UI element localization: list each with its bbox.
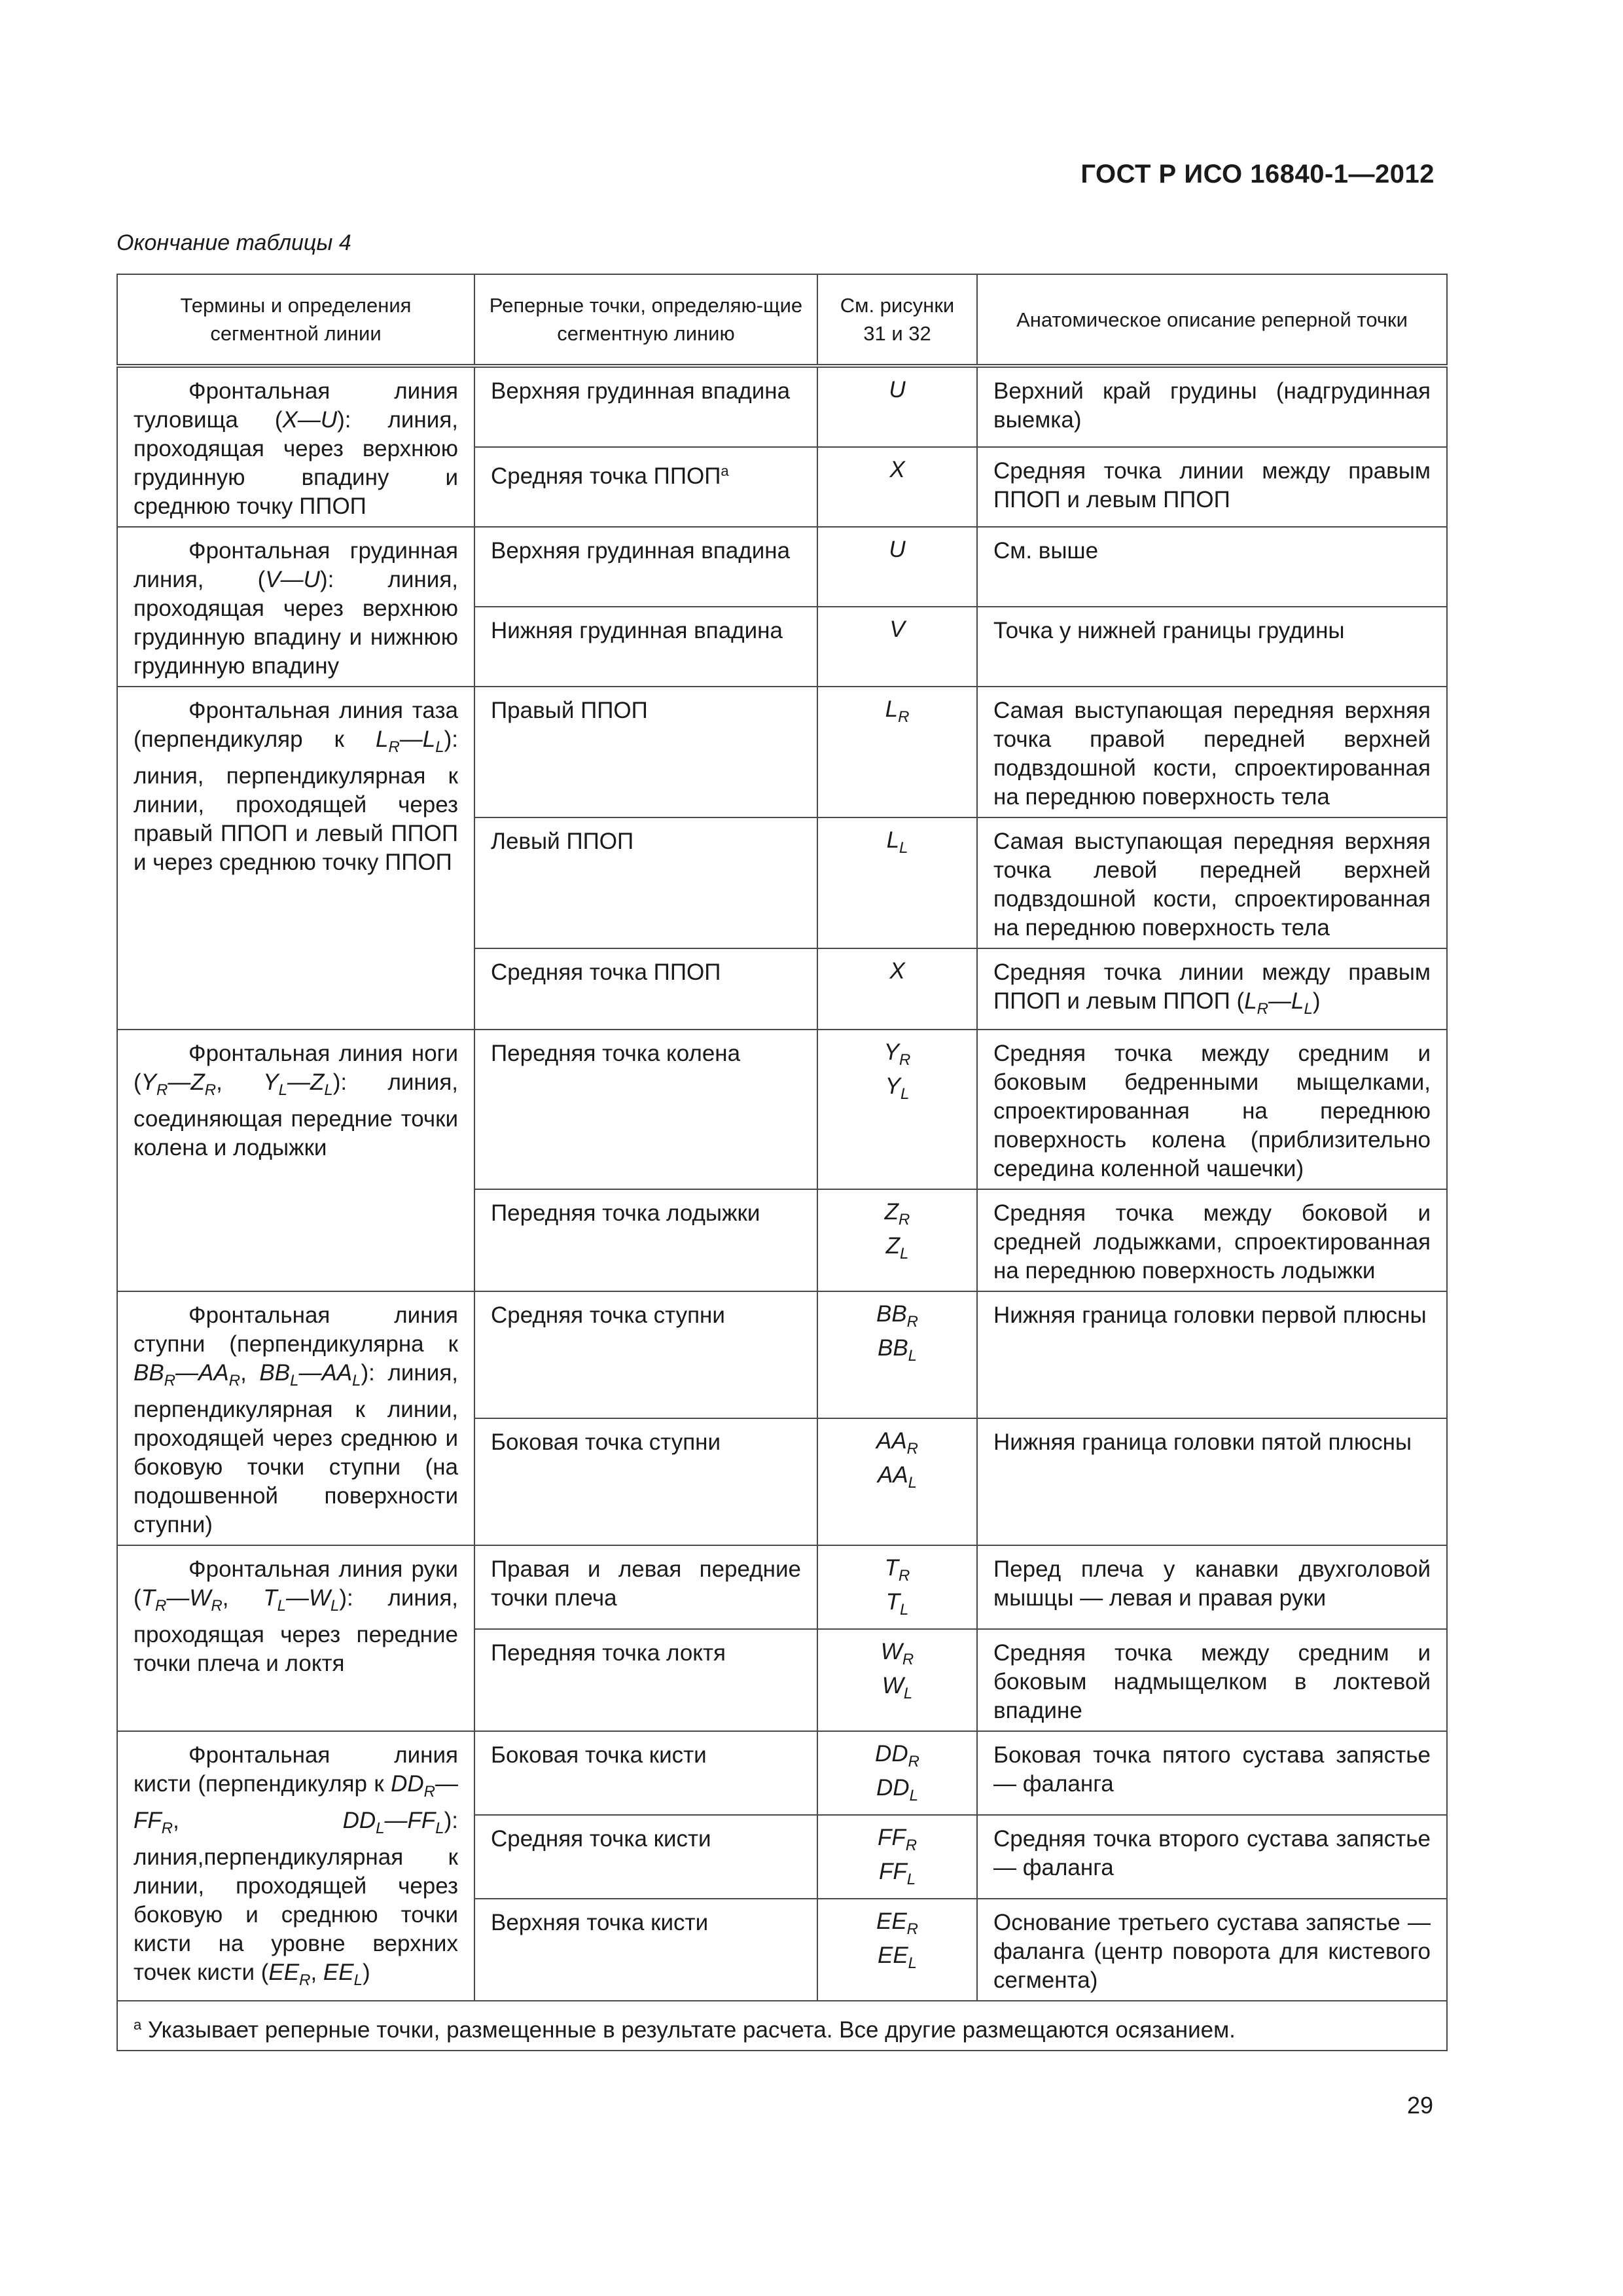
anatomical-description: Самая выступающая передняя верхняя точка правой передней верхней подвздошной кости, спроектированная на переднюю поверхность тела [977,687,1447,817]
reference-point: Боковая точка кисти [474,1731,817,1815]
anatomical-description: Основание третьего сустава запястье — фаланга (центр поворота для кистевого сегмента) [977,1899,1447,2001]
figure-symbol: X [817,948,977,1030]
footnote-ref-mark: a [721,463,729,480]
anatomical-description: Средняя точка между боковой и средней лодыжками, спроектированная на переднюю поверхность лодыжки [977,1189,1447,1291]
reference-point: Правая и левая передние точки плеча [474,1545,817,1629]
anatomical-description: См. выше [977,527,1447,607]
term-definition: Фронтальная линия туловища (X—U): линия, проходящая через верхнюю грудинную впадину и среднюю точку ППОП [117,366,474,527]
figure-symbol: $L_L$ [817,817,977,948]
table-row [117,1030,1447,1189]
table-row [117,687,1447,817]
reference-point: Средняя точка ступни [474,1291,817,1418]
anatomical-description: Средняя точка между средним и боковым надмыщелком в локтевой впадине [977,1629,1447,1731]
table-body [117,366,1447,2001]
footnote-row [117,2001,1447,2051]
figure-symbol: $Y_R$ $Y_L$ [817,1030,977,1189]
table-header-row [117,274,1447,366]
reference-point: Средняя точка ППОП [474,948,817,1030]
anatomical-table [116,274,1448,2051]
anatomical-description: Средняя точка второго сустава запястье — фаланга [977,1815,1447,1899]
anatomical-description: Нижняя граница головки первой плюсны [977,1291,1447,1418]
table-row [117,1291,1447,1418]
figure-symbol: $W_R$ $W_L$ [817,1629,977,1731]
figure-symbol: $AA_R$ $AA_L$ [817,1418,977,1545]
anatomical-description: Боковая точка пятого сустава запястье — фаланга [977,1731,1447,1815]
reference-point: Верхняя грудинная впадина [474,527,817,607]
term-definition: Фронтальная линия руки ($T_R—W_R$, $T_L—W_L$): линия, проходящая через передние точки плеча и локтя [117,1545,474,1731]
header-figures: См. рисунки 31 и 32 [817,274,977,366]
anatomical-description: Самая выступающая передняя верхняя точка левой передней верхней подвздошной кости, спроектированная на переднюю поверхность тела [977,817,1447,948]
header-points: Реперные точки, определяю-щие сегментную линию [474,274,817,366]
table-caption: Окончание таблицы 4 [116,230,351,255]
anatomical-description: Средняя точка линии между правым ППОП и левым ППОП $(L_R—L_L)$ [977,948,1447,1030]
figure-symbol: $EE_R$ $EE_L$ [817,1899,977,2001]
reference-point: Нижняя грудинная впадина [474,607,817,687]
reference-point: Передняя точка лодыжки [474,1189,817,1291]
figure-symbol: $T_R$ $T_L$ [817,1545,977,1629]
reference-point: Передняя точка локтя [474,1629,817,1731]
page-number: 29 [1406,2092,1433,2119]
figure-symbol: $FF_R$ $FF_L$ [817,1815,977,1899]
figure-symbol: U [817,366,977,447]
reference-point: Средняя точка ППОП$^a$ [474,447,817,527]
figure-symbol: U [817,527,977,607]
term-definition: Фронтальная линия кисти (перпендикуляр к $DD_R—FF_R$, $DD_L—FF_L$): линия,перпендикулярная к линии, проходящей через боковую и среднюю точки кисти на уровне верхних точек кисти ($EE_R$, $EE_L$) [117,1731,474,2001]
term-definition: Фронтальная грудинная линия, (V—U): линия, проходящая через верхнюю грудинную впадину и нижнюю грудинную впадину [117,527,474,687]
anatomical-description: Средняя точка между средним и боковым бедренными мыщелками, спроектированная на переднюю поверхность колена (приблизительно середина коленной чашечки) [977,1030,1447,1189]
document-code: ГОСТ Р ИСО 16840-1—2012 [1080,160,1435,188]
table-row [117,1545,1447,1629]
term-definition: Фронтальная линия таза (перпендикуляр к $L_R—L_L$): линия, перпендикулярная к линии, проходящей через правый ППОП и левый ППОП и через среднюю точку ППОП [117,687,474,1030]
reference-point: Левый ППОП [474,817,817,948]
reference-point: Верхняя грудинная впадина [474,366,817,447]
anatomical-description: Перед плеча у канавки двухголовой мышцы — левая и правая руки [977,1545,1447,1629]
anatomical-description: Верхний край грудины (надгрудинная выемка) [977,366,1447,447]
figure-symbol: $DD_R$ $DD_L$ [817,1731,977,1815]
figure-symbol: X [817,447,977,527]
anatomical-description: Средняя точка линии между правым ППОП и левым ППОП [977,447,1447,527]
table-row [117,527,1447,607]
reference-point: Средняя точка кисти [474,1815,817,1899]
reference-point: Боковая точка ступни [474,1418,817,1545]
figure-symbol: $L_R$ [817,687,977,817]
reference-point: Правый ППОП [474,687,817,817]
header-description: Анатомическое описание реперной точки [977,274,1447,366]
figure-symbol: V [817,607,977,687]
term-definition: Фронтальная линия ноги ($Y_R—Z_R$, $Y_L—Z_L$): линия, соединяющая передние точки колена и лодыжки [117,1030,474,1291]
reference-point: Верхняя точка кисти [474,1899,817,2001]
footnote-mark: a [134,2017,142,2033]
anatomical-description: Нижняя граница головки пятой плюсны [977,1418,1447,1545]
header-terms: Термины и определения сегментной линии [117,274,474,366]
figure-symbol: $BB_R$ $BB_L$ [817,1291,977,1418]
table-row [117,1731,1447,1815]
anatomical-description: Точка у нижней границы грудины [977,607,1447,687]
figure-symbol: $Z_R$ $Z_L$ [817,1189,977,1291]
term-definition: Фронтальная линия ступни (перпендикулярна к $BB_R—AA_R$, $BB_L—AA_L$): линия, перпендикулярная к линии, проходящей через среднюю и боковую точки ступни (на подошвенной поверхности ступни) [117,1291,474,1545]
table-footnote [117,2001,1447,2051]
reference-point: Передняя точка колена [474,1030,817,1189]
footnote-text: Указывает реперные точки, размещенные в результате расчета. Все другие размещаются осязанием. [141,2017,1236,2043]
table-row [117,366,1447,447]
